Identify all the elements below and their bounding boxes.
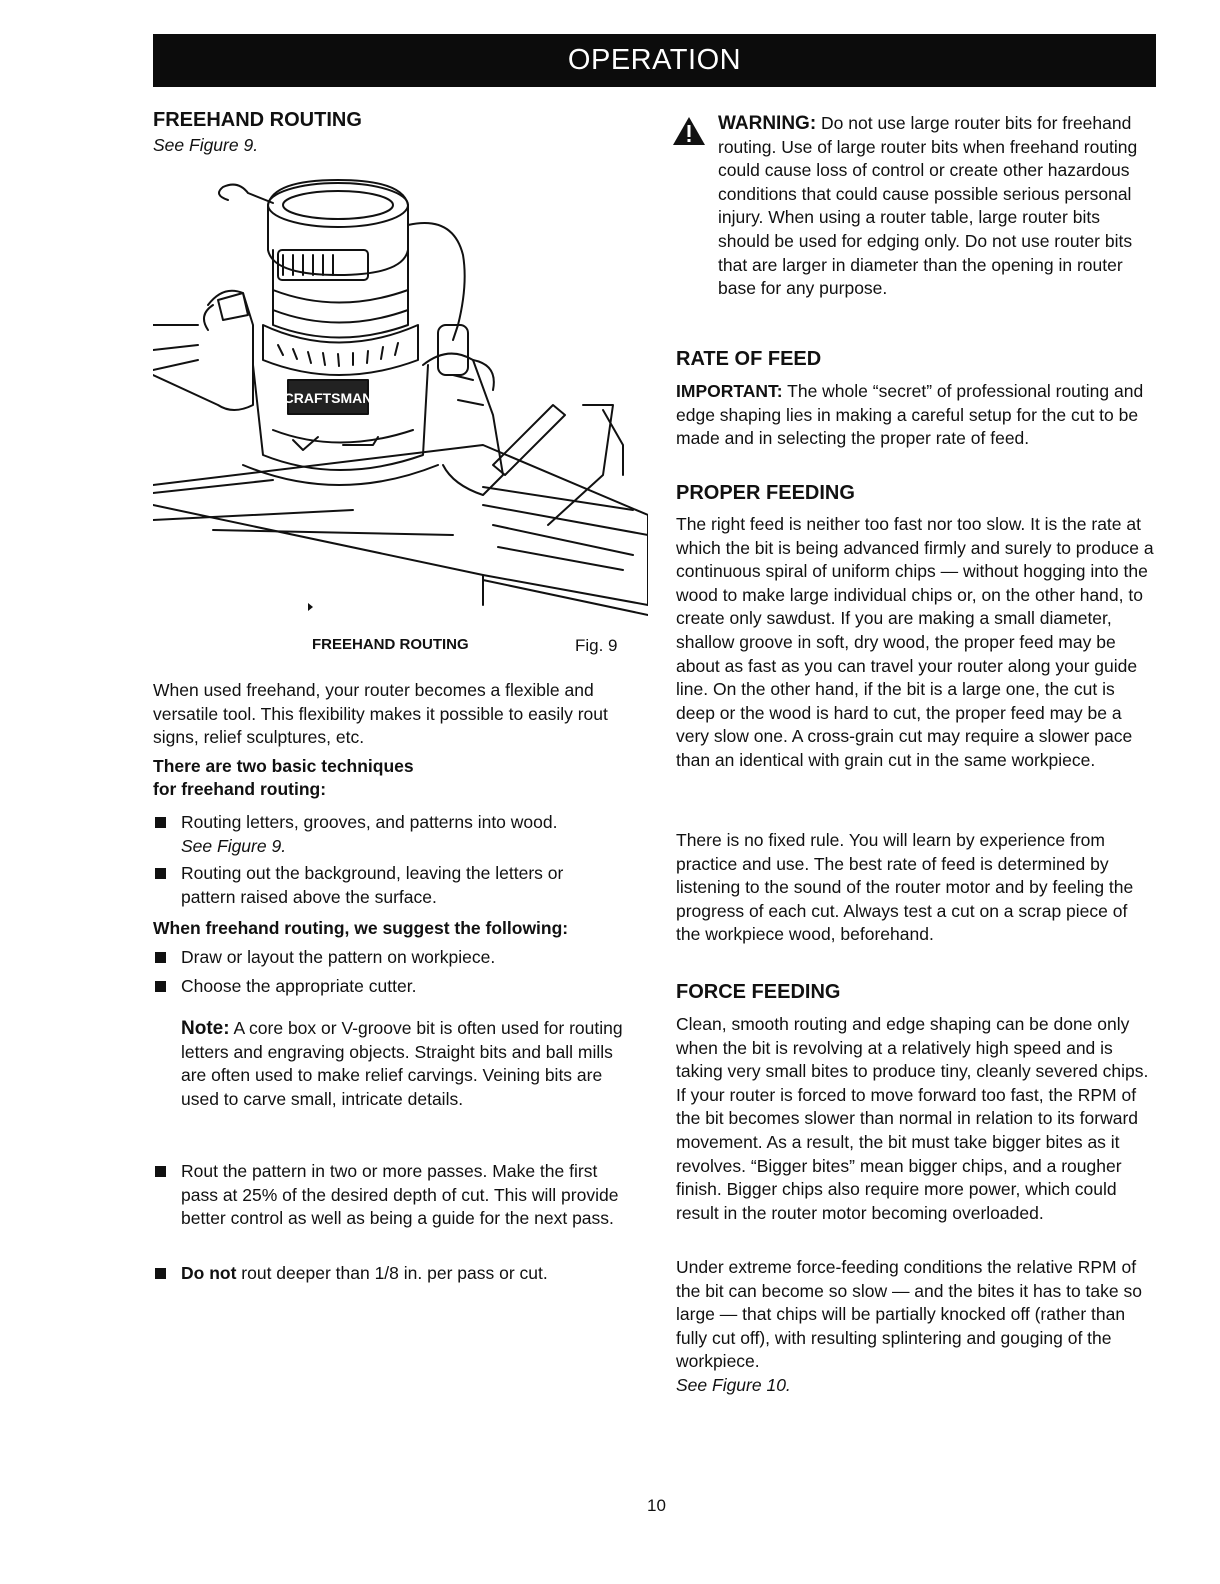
see-figure-9: See Figure 9.: [153, 135, 259, 155]
suggest-heading: When freehand routing, we suggest the following:: [153, 918, 569, 938]
figure-number: Fig. 9: [575, 636, 618, 655]
wrench-icon: [219, 185, 273, 203]
proper-feeding-heading: PROPER FEEDING: [676, 482, 855, 504]
power-cord: [408, 223, 465, 340]
important-block: [676, 380, 1146, 451]
technique-note: See Figure 9.: [181, 835, 287, 856]
warning-icon: [672, 116, 706, 146]
bullet-icon: [155, 1268, 166, 1279]
note-text: A core box or V-groove bit is often used for routing letters and engraving objects. Straight bits and ball mills are often used to make relief carvings. Veining bits are used to carve small, intricate details.: [181, 1018, 623, 1109]
rate-of-feed-heading: RATE OF FEED: [676, 348, 822, 370]
freehand-heading: FREEHAND ROUTING: [153, 109, 362, 131]
warning-block: [676, 112, 1156, 301]
techniques-heading-2: for freehand routing:: [153, 779, 327, 799]
warning-label: WARNING:: [718, 113, 817, 134]
suggestion-text: Choose the appropriate cutter.: [181, 976, 417, 996]
freehand-routing-figure: [153, 175, 648, 625]
proper-feeding-p1: The right feed is neither too fast nor too slow. It is the rate at which the bit is being advanced firmly and surely to produce a continuous spiral of uniform chips — without hogging into the wood to make large individual chips or, on the other hand, to create only sawdust. If you are making a small diameter, shallow groove in soft, dry wood, the proper feed may be about as fast as you can travel your router along your guide line. On the other hand, if the bit is a large one, the cut is deep or the wood is hard to cut, the proper feed may be a very slow one. A cross-grain cut may require a slower pace than an identical with grain cut in the same workpiece.: [676, 514, 1154, 770]
bullet-icon: [155, 868, 166, 879]
proper-feeding-p2: There is no fixed rule. You will learn by experience from practice and use. The best rate of feed is determined by listening to the sound of the router motor and by feeling the progress of each cut. Always test a cut on a scrap piece of the workpiece wood, beforehand.: [676, 830, 1134, 945]
force-feeding-p2: Under extreme force-feeding conditions the relative RPM of the bit can become so slow — and the bites it has to take so large — that chips will be partially knocked off (rather than fully cut off), with resulting splintering and gouging of the workpiece.: [676, 1257, 1142, 1372]
technique-text: Routing letters, grooves, and patterns into wood.: [181, 812, 558, 832]
warning-text: Do not use large router bits for freehand routing. Use of large router bits when freehand routing could cause loss of control or create other hazardous conditions that could cause possible serious personal injury. When using a router table, large router bits should be used for edging only. Do not use router bits that are larger in diameter than the opening in router base for any purpose.: [718, 113, 1138, 299]
workpiece-board: [153, 445, 648, 605]
see-figure-10: See Figure 10.: [676, 1375, 791, 1395]
left-hand: [153, 291, 253, 410]
force-feeding-heading: FORCE FEEDING: [676, 981, 841, 1003]
bullet-icon: [155, 952, 166, 963]
note-block: [181, 1017, 633, 1111]
passes-text: Rout the pattern in two or more passes. Make the first pass at 25% of the desired depth of cut. This will provide better control as well as being a guide for the next pass.: [181, 1161, 619, 1229]
suggestion-text: Draw or layout the pattern on workpiece.: [181, 947, 496, 967]
routed-letters: [493, 405, 613, 525]
warning-text-block: [718, 112, 1156, 301]
section-title: OPERATION: [567, 44, 742, 76]
donot-text-row: [181, 1262, 633, 1286]
donot-label: Do not: [181, 1263, 237, 1283]
techniques-heading-1: There are two basic techniques: [153, 756, 414, 776]
craftsman-logo: CRAFTSMAN: [283, 390, 373, 406]
section-header: [153, 34, 1156, 87]
important-text: The whole “secret” of professional routing and edge shaping lies in making a careful setup for the cut to be made and in selecting the proper rate of feed.: [676, 381, 1144, 449]
figure-caption: FREEHAND ROUTING: [312, 636, 469, 653]
page-number: 10: [647, 1496, 666, 1515]
donot-text: rout deeper than 1/8 in. per pass or cut.: [241, 1263, 548, 1283]
freehand-intro: When used freehand, your router becomes a flexible and versatile tool. This flexibility makes it possible to easily rout signs, relief sculptures, etc.: [153, 680, 608, 748]
important-label: IMPORTANT:: [676, 381, 783, 401]
bullet-icon: [155, 817, 166, 828]
bullet-icon: [155, 981, 166, 992]
note-label: Note:: [181, 1018, 230, 1039]
force-feeding-p1: Clean, smooth routing and edge shaping can be done only when the bit is revolving at a relatively high speed and is taking very small bites to produce tiny, cleanly severed chips. If your router is forced to move forward too fast, the RPM of the bit becomes slower than normal in relation to its forward movement. As a result, the bit must take bigger bites as it revolves. “Bigger bites” mean bigger chips, and a rougher finish. Bigger chips also require more power, which could result in the router motor becoming overloaded.: [676, 1014, 1149, 1223]
technique-text: Routing out the background, leaving the letters or pattern raised above the surface.: [181, 863, 564, 907]
bullet-icon: [155, 1166, 166, 1177]
